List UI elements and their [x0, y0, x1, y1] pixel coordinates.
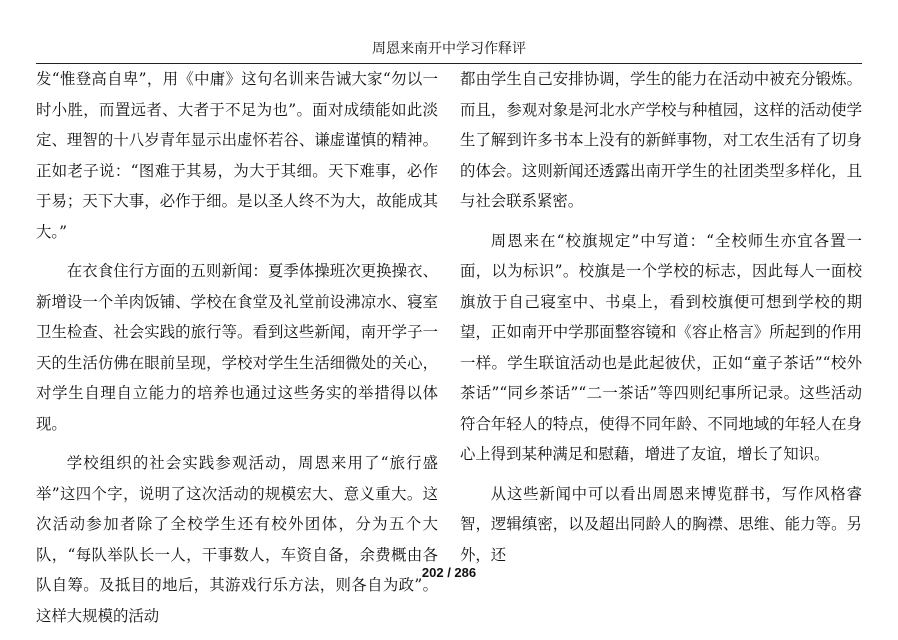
left-column — [36, 64, 438, 640]
page-header-title: 周恩来南开中学习作释评 — [372, 41, 526, 57]
page-number: 202 / 286 — [421, 565, 477, 580]
right-column — [460, 64, 862, 579]
paragraph: 都由学生自己安排协调，学生的能力在活动中被充分锻炼。而且，参观对象是河北水产学校与种植园，这样的活动使学生了解到许多书本上没有的新鲜事物，对工农生活有了切身的体会。这则新闻还透露出南开学生的社团类型多样化，且与社会联系紧密。 — [460, 70, 862, 210]
paragraph: 发“惟登高自卑”，用《中庸》这句名训来告诫大家“勿以一时小胜，而置远者、大者于不足为也”。面对成绩能如此淡定、理智的十八岁青年显示出虚怀若谷、谦虚谨慎的精神。正如老子说：“图难于其易，为大于其细。天下难事，必作于易；天下大事，必作于细。是以圣人终不为大，故能成其大。” — [36, 70, 438, 241]
paragraph: 从这些新闻中可以看出周恩来博览群书，写作风格睿智，逻辑缜密，以及超出同龄人的胸襟、思维、能力等。另外，还 — [460, 484, 862, 564]
paragraph: 在衣食住行方面的五则新闻：夏季体操班次更换操衣、新增设一个羊肉饭铺、学校在食堂及礼堂前设沸凉水、寝室卫生检查、社会实践的旅行等。看到这些新闻，南开学子一天的生活仿佛在眼前呈现，学校对学生生活细微处的关心，对学生自理自立能力的培养也通过这些务实的举措得以体现。 — [36, 262, 438, 433]
paragraph: 周恩来在“校旗规定”中写道：“全校师生亦宜各置一面，以为标识”。校旗是一个学校的标志，因此每人一面校旗放于自己寝室中、书桌上，看到校旗便可想到学校的期望，正如南开中学那面整容镜和《容止格言》所起到的作用一样。学生联谊活动也是此起彼伏，正如“童子茶话”“校外茶话”“同乡茶话”“二一茶话”等四则纪事所记录。这些活动符合年轻人的特点，使得不同年龄、不同地域的年轻人在身心上得到某种满足和慰藉，增进了友谊，增长了知识。 — [460, 231, 862, 463]
paragraph: 学校组织的社会实践参观活动，周恩来用了“旅行盛举”这四个字，说明了这次活动的规模宏大、意义重大。这次活动参加者除了全校学生还有校外团体，分为五个大队，“每队举队长一人，干事数人，车资自备，余费概由各队自筹。及抵目的地后，其游戏行乐方法，则各自为政”。这样大规模的活动 — [36, 454, 438, 625]
